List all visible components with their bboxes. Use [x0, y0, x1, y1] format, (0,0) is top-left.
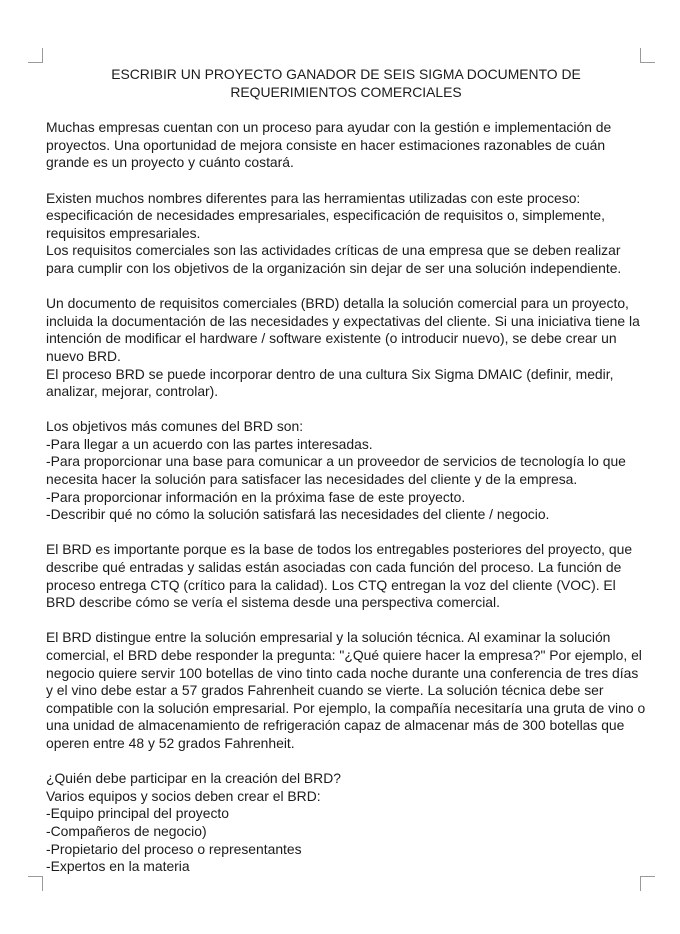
paragraph-brd-definition: Un documento de requisitos comerciales (BRD) detalla la solución comercial para un proyecto, incluida la documentación de las necesidades y expectativas del cliente. Si una iniciativa tiene la intención de modificar el hardware / software existente (o introducir nuevo), se debe crear un nuevo BRD.: [46, 295, 640, 364]
list-item: -Equipo principal del proyecto: [46, 805, 229, 822]
document-body: [46, 66, 646, 893]
list-item: -Propietario del proceso o representantes: [46, 840, 302, 857]
paragraph-requirements: Los requisitos comerciales son las actividades críticas de una empresa que se deben realizar para cumplir con los objetivos de la organización sin dejar de ser una solución independiente.: [46, 242, 622, 276]
paragraph-importance: El BRD es importante porque es la base de todos los entregables posteriores del proyecto, que describe qué entradas y salidas están asociadas con cada función del proceso. La función de proceso entrega CTQ (crítico para la calidad). Los CTQ entregan la voz del cliente (VOC). El BRD describe cómo se vería el sistema desde una perspectiva comercial.: [46, 541, 633, 611]
title-line-2: REQUERIMIENTOS COMERCIALES: [230, 83, 462, 100]
objectives-list: [46, 418, 646, 524]
list-item: -Para llegar a un acuerdo con las partes interesadas.: [46, 435, 373, 452]
paragraph-names: Existen muchos nombres diferentes para las herramientas utilizadas con este proceso: especificación de necesidades empresariales, especificación de requisitos o, simplemente, requisitos empresariales.: [46, 189, 606, 241]
list-item: -Describir qué no cómo la solución satisfará las necesidades del cliente / negocio.: [46, 506, 550, 523]
title-line-1: ESCRIBIR UN PROYECTO GANADOR DE SEIS SIGMA DOCUMENTO DE: [111, 66, 581, 82]
crop-mark-top-left: [28, 48, 43, 63]
list-item: Varios equipos y socios deben crear el BRD:: [46, 787, 321, 804]
crop-mark-top-right: [640, 48, 655, 63]
list-item: -Para proporcionar una base para comunicar a un proveedor de servicios de tecnología lo que necesita hacer la solución para satisfacer las necesidades del cliente y de la empresa.: [46, 453, 626, 488]
crop-mark-bottom-left: [28, 876, 43, 891]
participants-list: [46, 770, 646, 876]
paragraph-brd-dmaic: El proceso BRD se puede incorporar dentro de una cultura Six Sigma DMAIC (definir, medir, analizar, mejorar, controlar).: [46, 365, 614, 400]
list-item: -Para proporcionar información en la próxima fase de este proyecto.: [46, 488, 466, 505]
paragraph-distinction: El BRD distingue entre la solución empresarial y la solución técnica. Al examinar la solución comercial, el BRD debe responder la pregunta: "¿Qué quiere hacer la empresa?" Por ejemplo, el negocio quiere servir 100 botellas de vino tinto cada noche durante una conferencia de tres días y el vino debe estar a 57 grados Fahrenheit cuando se vierte. La solución técnica debe ser compatible con la solución empresarial. Por ejemplo, la compañía necesitaría una gruta de vino o una unidad de almacenamiento de refrigeración capaz de almacenar más de 300 botellas que operen entre 48 y 52 grados Fahrenheit.: [46, 629, 646, 751]
paragraph-intro: Muchas empresas cuentan con un proceso para ayudar con la gestión e implementación de proyectos. Una oportunidad de mejora consiste en hacer estimaciones razonables de cuán grande es un proyecto y cuánto costará.: [46, 119, 612, 171]
list-item: ¿Quién debe participar en la creación del BRD?: [46, 770, 341, 787]
objectives-intro: Los objetivos más comunes del BRD son:: [46, 418, 304, 435]
list-item: -Compañeros de negocio): [46, 822, 207, 839]
list-item: -Expertos en la materia: [46, 858, 190, 875]
document-title: [46, 66, 646, 101]
